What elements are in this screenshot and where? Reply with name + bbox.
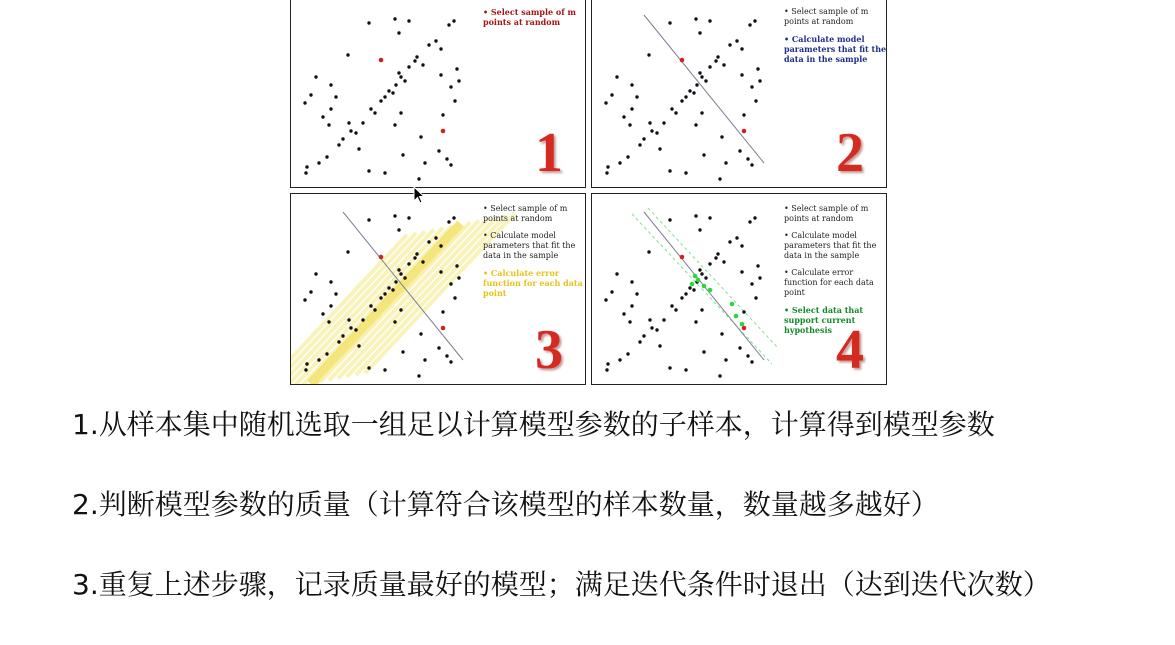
- mouse-cursor-icon: [413, 186, 425, 204]
- step-3: 3.重复上述步骤，记录质量最好的模型；满足迭代条件时退出（达到迭代次数）: [72, 568, 1051, 601]
- panel-number-2: 2: [836, 122, 864, 184]
- panel-4-bullet-4: • Select data that support current hypothesis: [784, 305, 864, 335]
- panel-4-bullet-3: • Calculate error function for each data point: [784, 268, 874, 297]
- panel-3-bullet-1: • Select sample of m points at random: [483, 204, 568, 223]
- panel-4-bullet-1: • Select sample of m points at random: [784, 204, 869, 223]
- panel-4-bullet-2: • Calculate model parameters that fit the data in the sample: [784, 231, 877, 260]
- panel-3-bullet-2: • Calculate model parameters that fit the data in the sample: [483, 231, 576, 260]
- panel-number-3: 3: [535, 319, 563, 381]
- step-2: 2.判断模型参数的质量（计算符合该模型的样本数量，数量越多越好）: [72, 488, 939, 521]
- panel-text-3: [483, 204, 586, 305]
- panel-3: [290, 193, 586, 385]
- panel-number-1: 1: [535, 122, 563, 184]
- steps-list: [72, 405, 1051, 645]
- panel-1: [290, 0, 586, 188]
- panel-1-bullet-1: • Select sample of m points at random: [483, 7, 576, 27]
- panel-4: [591, 193, 887, 385]
- panel-text-2: [784, 7, 887, 71]
- panel-number-4: 4: [836, 319, 864, 381]
- panel-2-bullet-2: • Calculate model parameters that fit the data in the sample: [784, 34, 887, 64]
- panel-text-1: [483, 7, 586, 34]
- step-1: 1.从样本集中随机选取一组足以计算模型参数的子样本，计算得到模型参数: [72, 408, 995, 441]
- panel-2: [591, 0, 887, 188]
- panel-3-bullet-3: • Calculate error function for each data point: [483, 268, 583, 298]
- panel-2-bullet-1: • Select sample of m points at random: [784, 7, 869, 26]
